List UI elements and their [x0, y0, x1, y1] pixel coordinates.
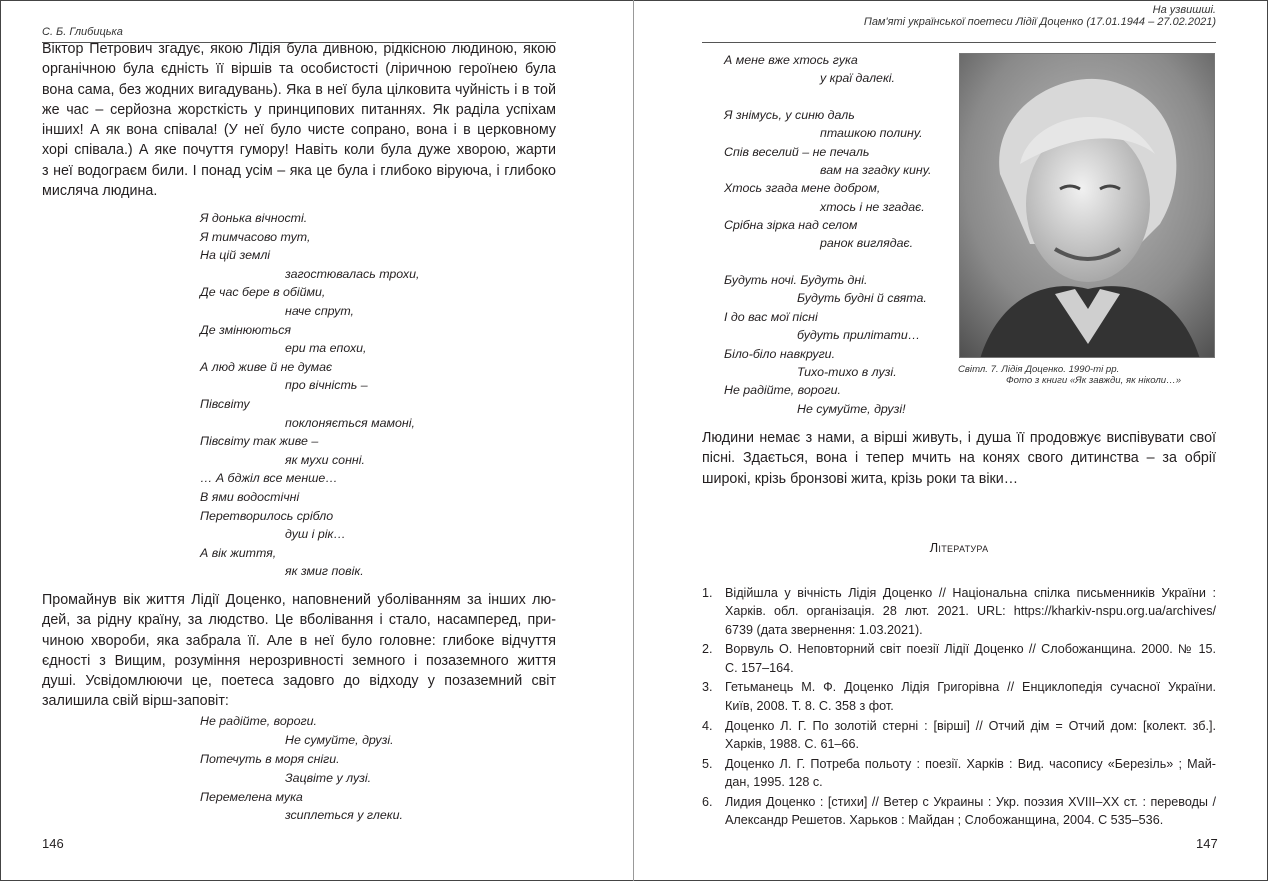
poem-line: Де змінюються — [200, 322, 292, 337]
poem-line: про вічність – — [285, 378, 368, 393]
reference-item — [702, 678, 1216, 715]
reference-number: 6. — [702, 794, 713, 809]
text-line: дей, за рідну країну, за людство. Це вболівання і стало, насамперед, при- — [42, 612, 556, 629]
paragraph-life — [42, 590, 556, 712]
poem-line: Тихо-тихо в лузі. — [797, 364, 897, 379]
text-line: чиною хвороби, яка забрала її. Але в неї було головне: глибоке відчуття — [42, 632, 556, 649]
poem-line: Не сумуйте, друзі! — [797, 401, 906, 416]
poem-line: як мухи сонні. — [285, 452, 365, 467]
section-title-literature: Література — [929, 540, 989, 555]
poem-line: загостювалась трохи, — [285, 266, 420, 281]
text-line: Віктор Петрович згадує, якою Лідія була дивною, рідкісною людиною, якою — [42, 41, 556, 57]
poem-line: Півсвіту — [200, 396, 250, 411]
text-line: пісні. Здається, вона і тепер мчить на конях свого дитинства – за обрії — [702, 450, 1216, 467]
poem-line: Зацвіте у лузі. — [285, 770, 372, 785]
poem-line — [724, 88, 932, 106]
reference-item — [702, 717, 1216, 754]
reference-number: 1. — [702, 586, 713, 600]
reference-line: С. 157–164. — [725, 660, 794, 675]
reference-line: Ворвуль О. Неповторний світ поезії Лідії Доценко // Слобожанщина. 2000. № 15. — [725, 642, 1216, 657]
text-line: Промайнув вік життя Лідії Доценко, наповнений уболіванням за інших лю- — [42, 592, 556, 608]
poem-line: А мене вже хтось гука — [724, 53, 858, 67]
running-head-title — [864, 4, 1216, 28]
poem-line: … А бджіл все менше… — [200, 471, 338, 486]
text-line: мисляча людина. — [42, 183, 158, 200]
poem-line: вам на згадку кину. — [820, 163, 932, 178]
poem-line: Будуть ночі. Будуть дні. — [724, 273, 868, 288]
poem-line: А люд живе й не думає — [200, 359, 333, 374]
poem-line: Біло-біло навкруги. — [724, 346, 836, 361]
portrait-photo — [959, 53, 1215, 358]
caption-line: Світл. 7. Лідія Доценко. 1990-ті рр. — [958, 364, 1120, 375]
text-line: хорі співала.) А яке почуття гумору! Навіть коли була дуже хворою, жарти — [42, 142, 556, 159]
reference-number: 3. — [702, 680, 713, 695]
references-list — [702, 584, 1216, 831]
reference-line: Доценко Л. Г. Потреба польоту : поезії. Харків : Вид. часопису «Березіль» ; Май- — [725, 756, 1216, 771]
poem-line: у краї далекі. — [820, 71, 895, 86]
paragraph-closing — [702, 428, 1216, 489]
poem-line: Потечуть в моря сніги. — [200, 751, 340, 766]
poem-line: ранок виглядає. — [820, 236, 914, 251]
reference-line: Відійшла у вічність Лідія Доценко // Національна спілка письменників України : — [725, 586, 1216, 600]
poem-testament — [200, 712, 403, 825]
poem-line: Спів веселий – не печаль — [724, 144, 870, 159]
poem-line — [724, 253, 932, 271]
text-line: з неї водограєм били. І понад усім – яка це була і глибоко віруюча, і глибоко — [42, 162, 556, 179]
poem-line: будуть прилітати… — [797, 328, 921, 343]
text-line: вона сама, без жодних вигадувань). Яка в неї була цілковита чуйність і в той — [42, 81, 556, 98]
reference-line: 6739 (дата звернення: 1.03.2021). — [725, 622, 923, 637]
poem-line: Де час бере в обійми, — [200, 285, 326, 300]
poem-line: Хтось згада мене добром, — [724, 181, 881, 196]
text-line: єдності з Вищим, розуміння нерозривності земного і позаземного життя — [42, 652, 556, 669]
header-rule — [702, 42, 1216, 43]
reference-line: Київ, 2008. Т. 8. С. 358 з фот. — [725, 698, 894, 713]
poem-line: Півсвіту так живе – — [200, 434, 319, 449]
reference-line: Александр Решетов. Харьков : Майдан ; Слобожанщина, 2004. С 535–536. — [725, 813, 1164, 828]
poem-line: Я донька вічності. — [200, 211, 308, 225]
page-number-left: 146 — [42, 836, 64, 851]
poem-line: ери та епохи, — [285, 341, 367, 356]
running-head-line: На узвишші. — [1152, 4, 1216, 16]
poem-line: Будуть будні й свята. — [797, 291, 927, 306]
poem-line: душ і рік… — [285, 527, 346, 542]
reference-item — [702, 640, 1216, 677]
poem-line: Не сумуйте, друзі. — [285, 732, 394, 747]
reference-number: 4. — [702, 718, 713, 733]
text-line: душі. Усвідомлюючи це, поетеса задовго до відходу у позаземний світ — [42, 673, 556, 690]
poem-far-lands — [724, 51, 932, 418]
reference-line: Доценко Л. Г. По золотій стерні : [вірші] // Отчий дім = Отчий дом: [колект. зб.]. — [725, 718, 1216, 733]
poem-line: Я тимчасово тут, — [200, 229, 311, 244]
running-head-author: С. Б. Глибицька — [42, 26, 123, 38]
poem-line: хтось і не згадає. — [820, 199, 925, 214]
reference-number: 5. — [702, 756, 713, 771]
poem-line: зсиплеться у глеки. — [285, 808, 403, 823]
reference-line: Гетьманець М. Ф. Доценко Лідія Григорівна // Енциклопедія сучасної України. — [725, 680, 1216, 695]
poem-daughter-of-eternity — [200, 209, 419, 581]
reference-line: дан, 1995. 128 с. — [725, 774, 823, 789]
poem-line: Срібна зірка над селом — [724, 218, 858, 233]
poem-line: Не радійте, вороги. — [200, 714, 317, 728]
text-line: же час – серйозна жорсткість у принципових питаннях. Як раділа успіхам — [42, 101, 556, 118]
text-line: інших! А як вона співала! (У неї було чисте сопрано, вона і в церковному — [42, 122, 556, 139]
running-head-line: Пам'яті української поетеси Лідії Доценко (17.01.1944 – 27.02.2021) — [863, 16, 1216, 28]
text-line: Людини немає з нами, а вірші живуть, і душа її продовжує виспівувати свої — [702, 430, 1216, 446]
poem-line: як змиг повік. — [285, 564, 364, 579]
poem-line: В ями водостічні — [200, 489, 300, 504]
poem-line: Перемелена мука — [200, 789, 303, 804]
poem-line: поклоняється мамоні, — [285, 415, 415, 430]
poem-line: А вік життя, — [200, 545, 277, 560]
portrait-image — [960, 54, 1215, 358]
poem-line: Я знімусь, у синю даль — [724, 108, 855, 123]
poem-line: Перетворилось срібло — [200, 508, 334, 523]
reference-line: Харків. обл. організація. 28 лют. 2021. URL: https://kharkiv-nspu.org.ua/archives/ — [725, 604, 1216, 619]
poem-line: На цій землі — [200, 248, 271, 263]
reference-line: Харків, 1988. С. 61–66. — [725, 736, 860, 751]
caption-line: Фото з книги «Як завжди, як ніколи…» — [1006, 375, 1182, 386]
reference-number: 2. — [702, 642, 713, 657]
reference-line: Лидия Доценко : [стихи] // Ветер с Украины : Укр. поэзия XVIII–XX ст. : переводы / — [725, 794, 1216, 809]
text-line: органічною була єдність її віршів та особистості (ліричною героїнею була — [42, 61, 556, 78]
poem-line: пташкою полину. — [820, 126, 923, 141]
poem-line: наче спрут, — [285, 303, 354, 318]
text-line: широкі, крізь бронзові жита, крізь роки та віки… — [702, 470, 1019, 487]
poem-line: І до вас мої пісні — [724, 309, 818, 324]
paragraph-memories — [42, 39, 556, 201]
text-line: залишила свій вірш-заповіт: — [42, 693, 229, 710]
photo-caption — [958, 364, 1181, 386]
gutter-divider — [633, 0, 634, 881]
reference-item — [702, 584, 1216, 639]
reference-item — [702, 755, 1216, 792]
poem-line: Не радійте, вороги. — [724, 383, 841, 398]
reference-item — [702, 793, 1216, 830]
page-number-right: 147 — [1196, 836, 1218, 851]
